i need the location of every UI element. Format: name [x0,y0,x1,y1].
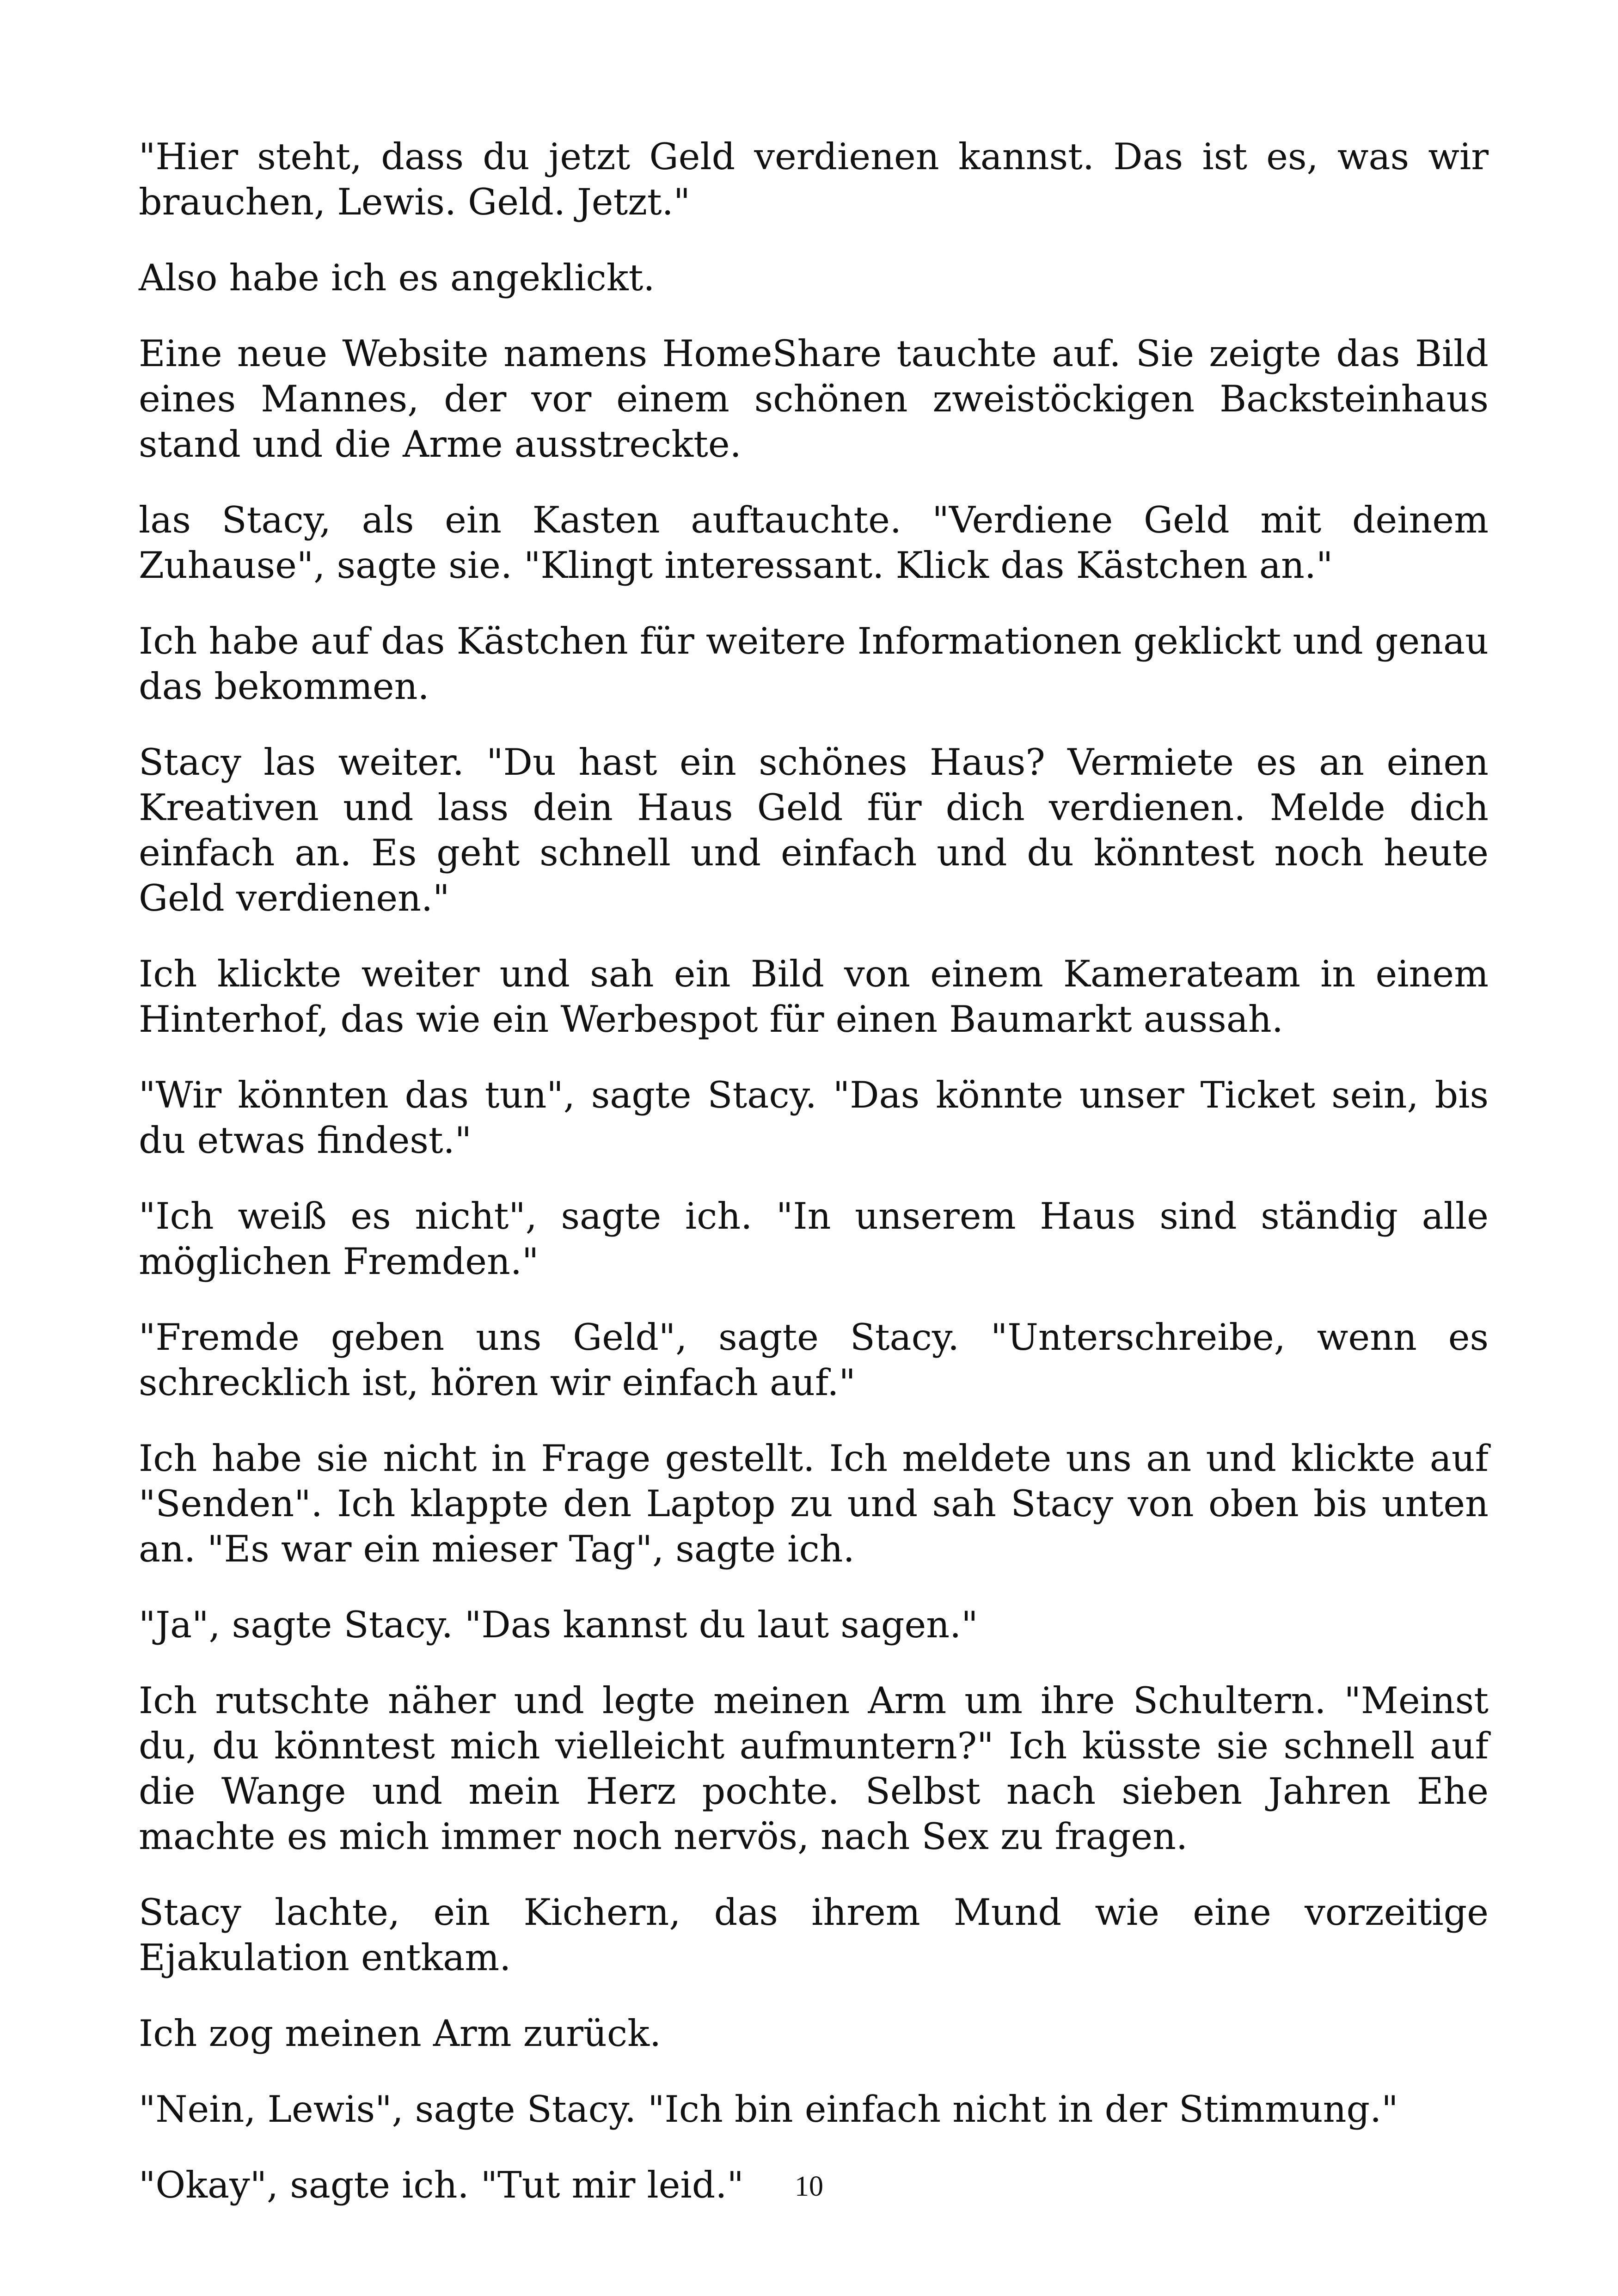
paragraph: Ich habe sie nicht in Frage gestellt. Ich meldete uns an und klickte auf "Senden". Ich klappte den Laptop zu und sah Stacy von oben bis unten an. "Es war ein mieser Tag", sagte ich. [139,1437,1489,1570]
paragraph: Stacy lachte, ein Kichern, das ihrem Mund wie eine vorzeitige Ejakulation entkam. [139,1891,1489,1979]
paragraph: "Nein, Lewis", sagte Stacy. "Ich bin einfach nicht in der Stimmung." [139,2088,1398,2131]
paragraph: "Ja", sagte Stacy. "Das kannst du laut sagen." [139,1604,978,1646]
paragraph: Ich rutschte näher und legte meinen Arm um ihre Schultern. "Meinst du, du könntest mich vielleicht aufmuntern?" Ich küsste sie schnell auf die Wange und mein Herz pochte. Selbst nach sieben Jahren Ehe machte es mich immer noch nervös, nach Sex zu fragen. [139,1679,1489,1858]
page-number: 10 [795,2171,823,2202]
paragraph: Eine neue Website namens HomeShare tauchte auf. Sie zeigte das Bild eines Mannes, der vor einem schönen zweistöckigen Backsteinhaus stand und die Arme ausstreckte. [139,332,1489,465]
text-body [139,134,1489,2238]
paragraph: Also habe ich es angeklickt. [139,257,655,299]
paragraph: "Fremde geben uns Geld", sagte Stacy. "Unterschreibe, wenn es schrecklich ist, hören wir einfach auf." [139,1316,1489,1404]
paragraph: "Ich weiß es nicht", sagte ich. "In unserem Haus sind ständig alle möglichen Fremden." [139,1195,1489,1283]
paragraph: Ich habe auf das Kästchen für weitere Informationen geklickt und genau das bekommen. [139,620,1489,708]
paragraph: "Okay", sagte ich. "Tut mir leid." [139,2164,744,2206]
paragraph: Stacy las weiter. "Du hast ein schönes Haus? Vermiete es an einen Kreativen und lass dein Haus Geld für dich verdienen. Melde dich einfach an. Es geht schnell und einfach und du könntest noch heute Geld verdienen." [139,741,1489,919]
paragraph: "Hier steht, dass du jetzt Geld verdienen kannst. Das ist es, was wir brauchen, Lewis. Geld. Jetzt." [139,135,1489,223]
paragraph: las Stacy, als ein Kasten auftauchte. "Verdiene Geld mit deinem Zuhause", sagte sie. "Klingt interessant. Klick das Kästchen an." [139,499,1489,587]
paragraph: Ich zog meinen Arm zurück. [139,2012,662,2055]
paragraph: Ich klickte weiter und sah ein Bild von einem Kamerateam in einem Hinterhof, das wie ein Werbespot für einen Baumarkt aussah. [139,953,1489,1041]
paragraph: "Wir könnten das tun", sagte Stacy. "Das könnte unser Ticket sein, bis du etwas findest." [139,1074,1489,1162]
